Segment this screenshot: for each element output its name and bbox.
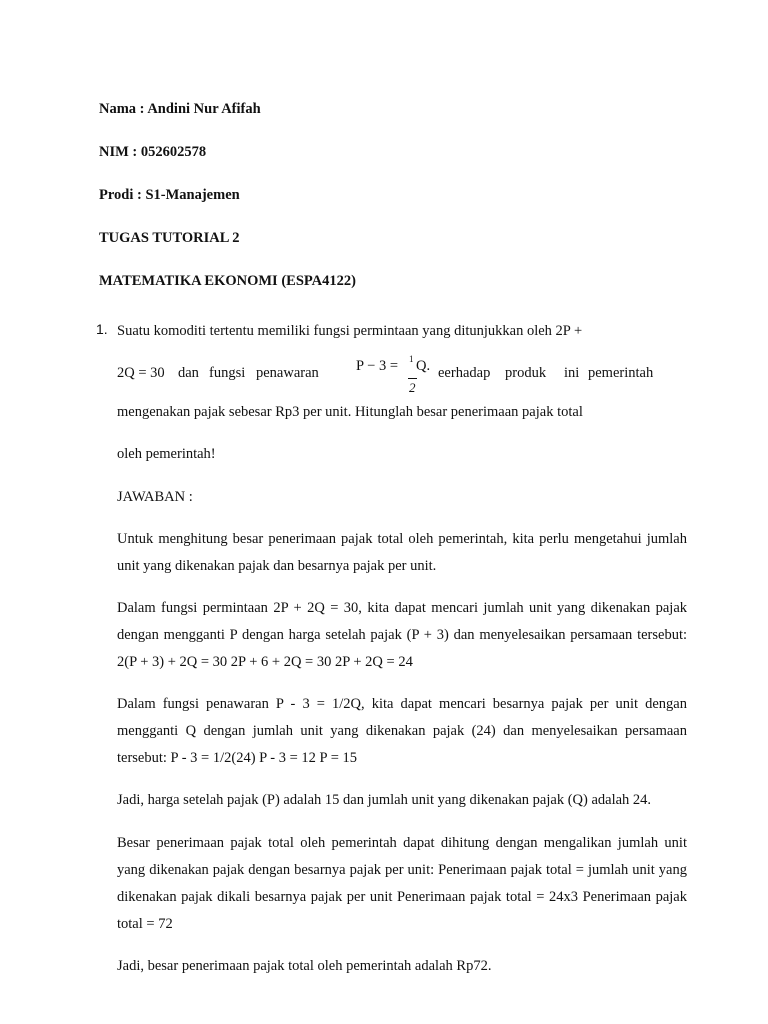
question-line-2-part-f: produk — [505, 365, 547, 381]
formula-numerator: 1 — [409, 354, 414, 364]
question-line-2-part-d: penawaran — [256, 365, 319, 381]
question-line-2-part-b: dan — [178, 365, 199, 381]
answer-paragraph-4: Jadi, harga setelah pajak (P) adalah 15 dan jumlah unit yang dikenakan pajak (Q) adalah 24. — [117, 792, 652, 808]
answer-paragraph-5: Besar penerimaan pajak total oleh pemerintah dapat dihitung dengan mengalikan jumlah unit yang dikenakan pajak dengan besarnya pajak per unit: Penerimaan pajak total = jumlah unit yang dikenakan pajak dikali besarnya pajak per unit Penerimaan pajak total = 24x3 Penerimaan pajak total = 72 — [117, 835, 687, 932]
student-nim: NIM : 052602578 — [99, 144, 207, 160]
course-title: MATEMATIKA EKONOMI (ESPA4122) — [99, 273, 356, 289]
formula-denominator: 2 — [409, 380, 416, 395]
question-line-4: oleh pemerintah! — [117, 446, 216, 462]
assignment-title: TUGAS TUTORIAL 2 — [99, 230, 240, 246]
question-line-2-part-e: eerhadap — [438, 365, 491, 381]
answer-paragraph-3: Dalam fungsi penawaran P - 3 = 1/2Q, kita dapat mencari besarnya pajak per unit dengan mengganti Q dengan jumlah unit yang dikenakan pajak (24) dan menyelesaikan persamaan tersebut: P - 3 = 1/2(24) P - 3 = 12 P = 15 — [117, 696, 687, 766]
question-line-2-part-h: pemerintah — [588, 365, 654, 381]
fraction-bar — [408, 378, 417, 379]
formula-lhs: P − 3 = — [356, 358, 399, 374]
question-line-1: Suatu komoditi tertentu memiliki fungsi permintaan yang ditunjukkan oleh 2P + — [117, 323, 583, 339]
answer-heading: JAWABAN : — [117, 489, 193, 505]
answer-paragraph-6: Jadi, besar penerimaan pajak total oleh pemerintah adalah Rp72. — [117, 958, 492, 974]
question-line-2-part-c: fungsi — [209, 365, 246, 381]
question-line-3: mengenakan pajak sebesar Rp3 per unit. Hitunglah besar penerimaan pajak total — [117, 404, 583, 420]
question-line-2-part-a: 2Q = 30 — [117, 365, 165, 381]
answer-paragraph-1: Untuk menghitung besar penerimaan pajak total oleh pemerintah, kita perlu mengetahui jumlah unit yang dikenakan pajak dan besarnya pajak per unit. — [117, 531, 687, 574]
question-line-2-part-g: ini — [564, 365, 580, 381]
answer-paragraph-2: Dalam fungsi permintaan 2P + 2Q = 30, kita dapat mencari jumlah unit yang dikenakan pajak dengan mengganti P dengan harga setelah pajak (P + 3) dan menyelesaikan persamaan tersebut: 2(P + 3) + 2Q = 30 2P + 6 + 2Q = 30 2P + 2Q = 24 — [117, 600, 687, 670]
student-name: Nama : Andini Nur Afifah — [99, 101, 261, 117]
question-number: 1. — [96, 321, 108, 337]
study-program: Prodi : S1-Manajemen — [99, 187, 240, 203]
formula-q: Q. — [416, 358, 431, 374]
